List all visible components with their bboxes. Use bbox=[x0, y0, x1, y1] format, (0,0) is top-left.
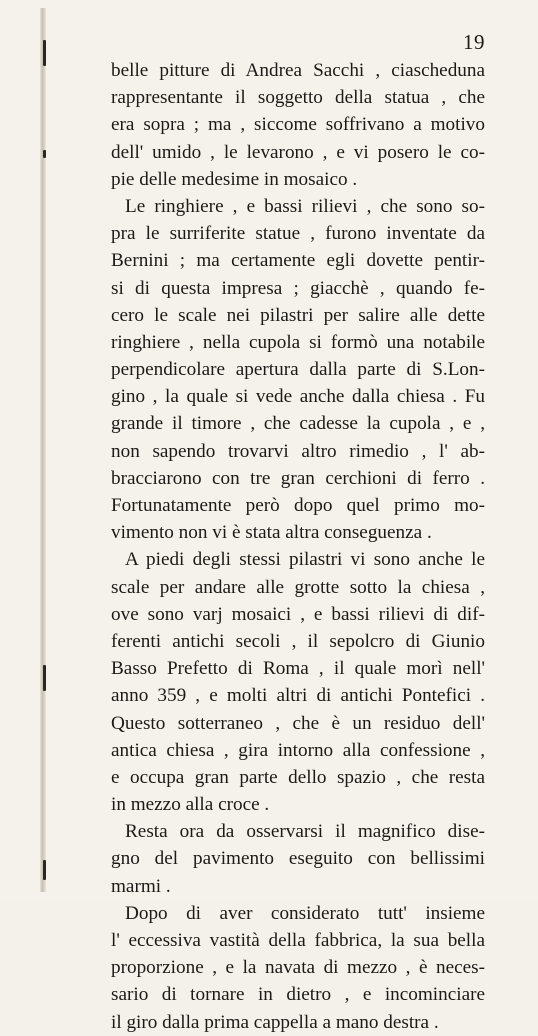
paragraph bbox=[111, 57, 485, 193]
text-line: si di questa impresa ; giacchè , quando fe- bbox=[111, 277, 485, 299]
text-line: pie delle medesime in mosaico . bbox=[111, 168, 358, 190]
paragraph bbox=[111, 193, 485, 546]
text-line: Questo sotterraneo , che è un residuo dell' bbox=[111, 712, 485, 734]
text-line: ove sono varj mosaici , e bassi rilievi di dif- bbox=[111, 603, 485, 625]
page-gutter-edge bbox=[40, 8, 46, 892]
text-line: non sapendo trovarvi altro rimedio , l' ab- bbox=[111, 440, 485, 462]
text-line: ferenti antichi secoli , il sepolcro di Giunio bbox=[111, 630, 485, 652]
gutter-mark bbox=[43, 860, 46, 880]
text-line: Resta ora da osservarsi il magnifico dise- bbox=[125, 821, 485, 843]
text-line: in mezzo alla croce . bbox=[111, 794, 270, 816]
text-line: gno del pavimento eseguito con bellissimi bbox=[111, 848, 485, 870]
text-line: e occupa gran parte dello spazio , che resta bbox=[111, 766, 485, 788]
gutter-mark bbox=[43, 150, 46, 158]
text-line: cero le scale nei pilastri per salire alle dette bbox=[111, 304, 485, 326]
text-line: sario di tornare in dietro , e incominciare bbox=[111, 984, 485, 1006]
text-line: il giro dalla prima cappella a mano destra . bbox=[111, 1011, 439, 1033]
text-line: ringhiere , nella cupola si formò una notabile bbox=[111, 331, 485, 353]
text-line: antica chiesa , gira intorno alla confessione , bbox=[111, 739, 485, 761]
body-text bbox=[111, 57, 485, 1036]
text-line: proporzione , e la navata di mezzo , è neces- bbox=[111, 957, 485, 979]
text-line: vimento non vi è stata altra conseguenza . bbox=[111, 522, 432, 544]
text-line: anno 359 , e molti altri di antichi Pontefici . bbox=[111, 685, 485, 707]
text-line: Le ringhiere , e bassi rilievi , che sono so- bbox=[125, 195, 485, 217]
text-line: grande il timore , che cadesse la cupola , e , bbox=[111, 413, 485, 435]
text-line: era sopra ; ma , siccome soffrivano a motivo bbox=[111, 114, 485, 136]
text-line: A piedi degli stessi pilastri vi sono anche le bbox=[125, 549, 485, 571]
text-line: rappresentante il soggetto della statua , che bbox=[111, 87, 485, 109]
text-line: pra le surriferite statue , furono inventate da bbox=[111, 223, 485, 245]
text-line: l' eccessiva vastità della fabbrica, la sua bella bbox=[111, 930, 485, 951]
text-line: Bernini ; ma certamente egli dovette pentir- bbox=[111, 250, 485, 272]
text-line: Fortunatamente però dopo quel primo mo- bbox=[111, 495, 485, 516]
text-line: bracciarono con tre gran cerchioni di ferro . bbox=[111, 467, 485, 489]
text-line: dell' umido , le levarono , e vi posero le co- bbox=[111, 141, 485, 163]
text-line: scale per andare alle grotte sotto la chiesa , bbox=[111, 576, 485, 598]
gutter-mark bbox=[43, 665, 46, 691]
text-line: Basso Prefetto di Roma , il quale morì nell' bbox=[111, 658, 485, 680]
paragraph bbox=[111, 546, 485, 818]
gutter-mark bbox=[43, 40, 46, 66]
paragraph bbox=[111, 900, 485, 1036]
text-line: marmi . bbox=[111, 875, 171, 897]
text-line: belle pitture di Andrea Sacchi , ciascheduna bbox=[111, 60, 485, 81]
text-line: perpendicolare apertura dalla parte di S.Lon- bbox=[111, 359, 485, 381]
paragraph bbox=[111, 818, 485, 900]
text-line: Dopo di aver considerato tutt' insieme bbox=[125, 902, 485, 924]
page-number: 19 bbox=[463, 30, 485, 54]
text-line: gino , la quale si vede anche dalla chiesa . Fu bbox=[111, 386, 485, 408]
